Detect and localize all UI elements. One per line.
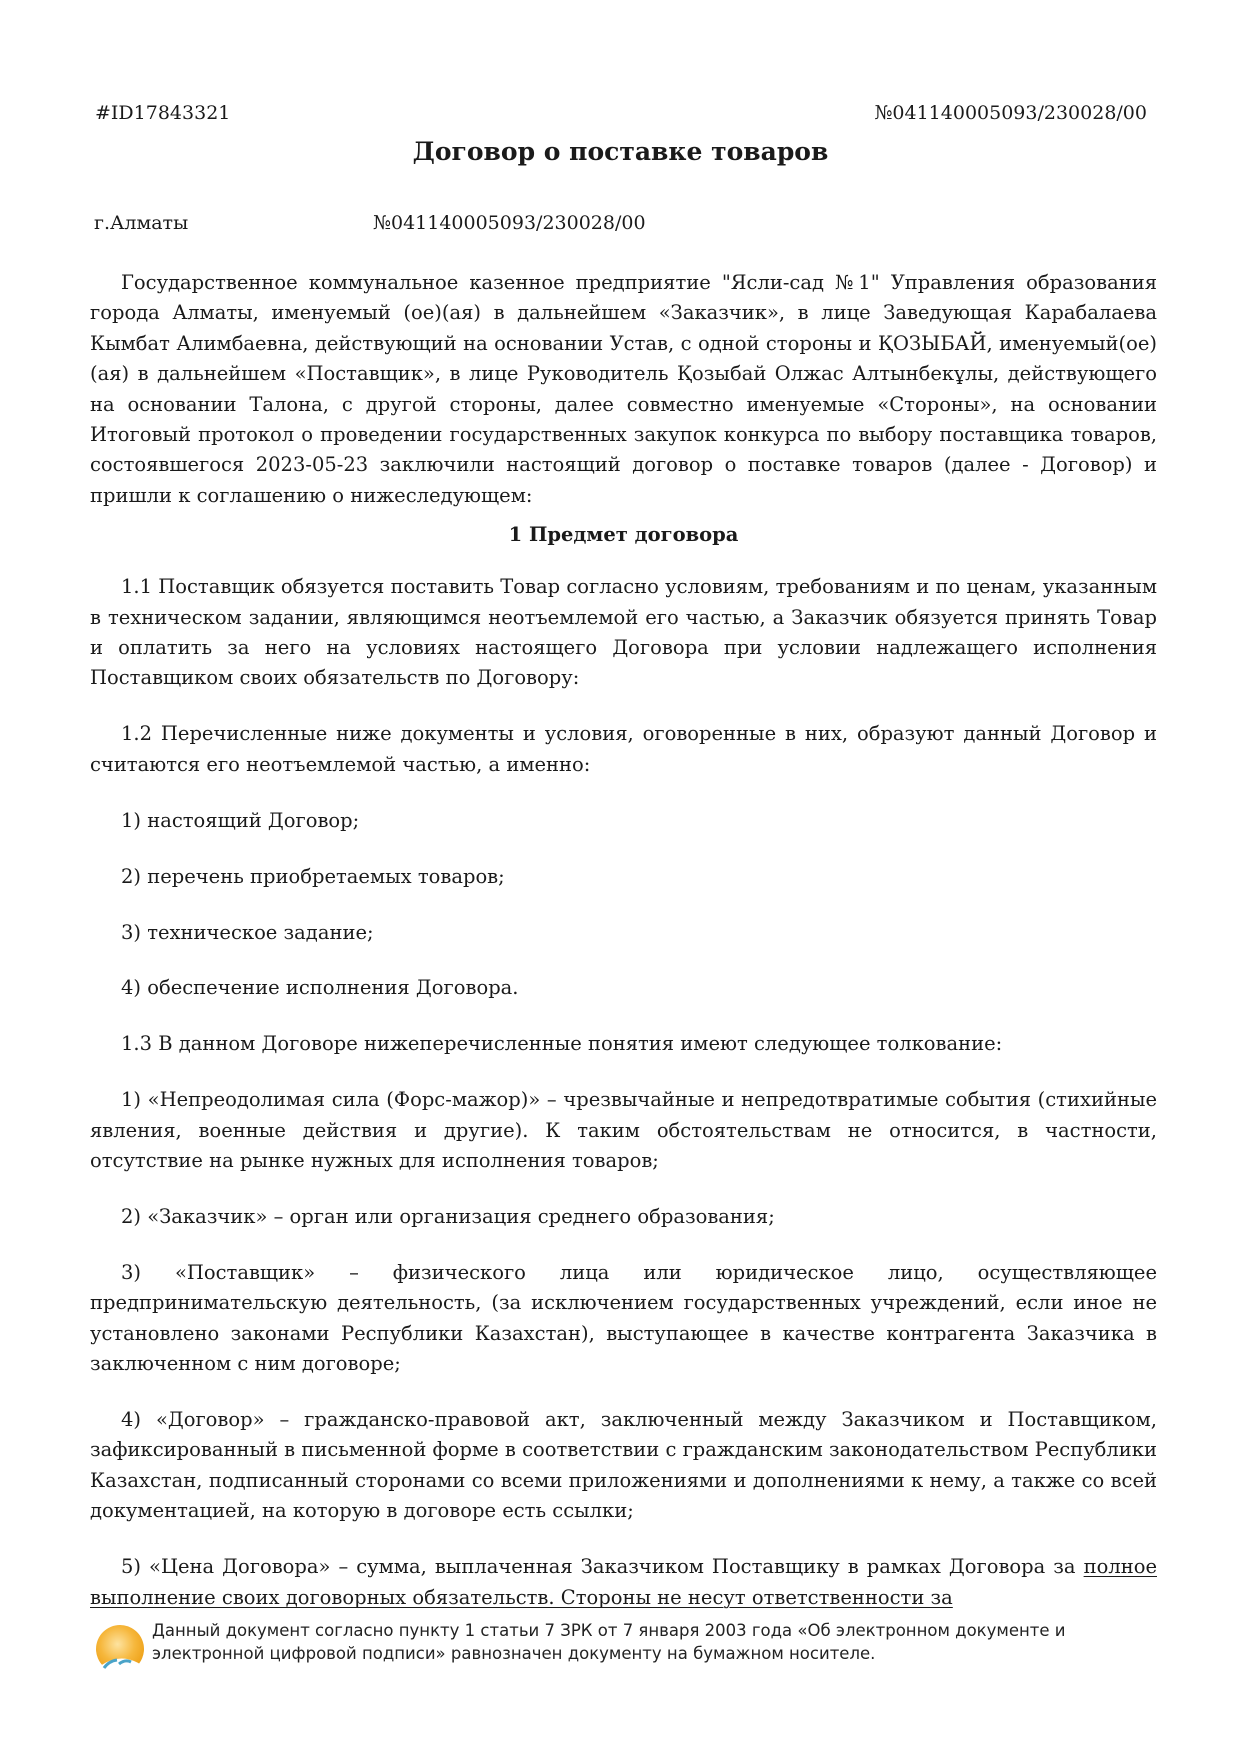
definition-customer: 2) «Заказчик» – орган или организация среднего образования; xyxy=(121,1204,775,1228)
list-item: 2) перечень приобретаемых товаров; xyxy=(121,864,505,888)
document-id: #ID17843321 xyxy=(95,102,231,124)
clause-1-2: 1.2 Перечисленные ниже документы и условия, оговоренные в них, образуют данный Договор и считаются его неотъемлемой частью, а именно: xyxy=(90,722,1157,776)
footer-text: Данный документ согласно пункту 1 статьи 7 ЗРК от 7 января 2003 года «Об электронном документе и электронной цифровой подписи» равнозначен документу на бумажном носителе. xyxy=(152,1621,1066,1663)
list-item: 3) техническое задание; xyxy=(121,920,374,944)
definition-force-majeure: 1) «Непреодолимая сила (Форс-мажор)» – чрезвычайные и непредотвратимые события (стихийные явления, военные действия и другие). К таким обстоятельствам не относится, в частности, отсутствие на рынке нужных для исполнения товаров; xyxy=(90,1088,1157,1173)
city: г.Алматы xyxy=(94,212,189,234)
egov-sun-logo-icon xyxy=(95,1624,145,1674)
definition-contract: 4) «Договор» – гражданско-правовой акт, заключенный между Заказчиком и Поставщиком, зафиксированный в письменной форме в соответствии с гражданским законодательством Республики Казахстан, подписанный сторонами со всеми приложениями и дополнениями к нему, а также со всей документацией, на которую в договоре есть ссылки; xyxy=(90,1407,1157,1523)
definition-contract-price xyxy=(90,1552,1157,1613)
definition-supplier: 3) «Поставщик» – физического лица или юридическое лицо, осуществляющее предпринимательскую деятельность, (за исключением государственных учреждений, если иное не установлено законами Республики Казахстан), выступающее в качестве контрагента Заказчика в заключенном с ним договоре; xyxy=(90,1260,1157,1376)
list-item: 4) обеспечение исполнения Договора. xyxy=(121,976,519,1000)
list-item: 1) настоящий Договор; xyxy=(121,808,360,832)
section-heading: 1 Предмет договора xyxy=(508,523,739,547)
clause-1-3: 1.3 В данном Договоре нижеперечисленные понятия имеют следующее толкование: xyxy=(121,1032,1003,1056)
clause-1-1: 1.1 Поставщик обязуется поставить Товар согласно условиям, требованиям и по ценам, указанным в техническом задании, являющимся неотъемлемой его частью, а Заказчик обязуется принять Товар и оплатить за него на условиях настоящего Договора при условии надлежащего исполнения Поставщиком своих обязательств по Договору: xyxy=(90,575,1157,690)
contract-body xyxy=(90,268,1157,1613)
price-text-start: 5) «Цена Договора» – сумма, выплаченная Заказчиком Поставщику в рамках Договора за xyxy=(121,1555,1084,1579)
price-text-underlined: полное выполнение своих договорных обязательств. Стороны не несут ответственности за xyxy=(90,1555,1157,1609)
header-contract-number: №041140005093/230028/00 xyxy=(874,102,1147,124)
document-title: Договор о поставке товаров xyxy=(412,137,829,166)
intro-paragraph: Государственное коммунальное казенное предприятие "Ясли-сад №1" Управления образования города Алматы, именуемый (ое)(ая) в дальнейшем «Заказчик», в лице Заведующая Карабалаева Кымбат Алимбаевна, действующий на основании Устав, с одной стороны и ҚОЗЫБАЙ, именуемый(ое)(ая) в дальнейшем «Поставщик», в лице Руководитель Қозыбай Олжас Алтынбекұлы, действующего на основании Талона, с другой стороны, далее совместно именуемые «Стороны», на основании Итоговый протокол о проведении государственных закупок конкурса по выбору поставщика товаров, состоявшегося 2023-05-23 заключили настоящий договор о поставке товаров (далее - Договор) и пришли к соглашению о нижеследующем: xyxy=(90,271,1157,507)
contract-number: №041140005093/230028/00 xyxy=(373,212,646,234)
